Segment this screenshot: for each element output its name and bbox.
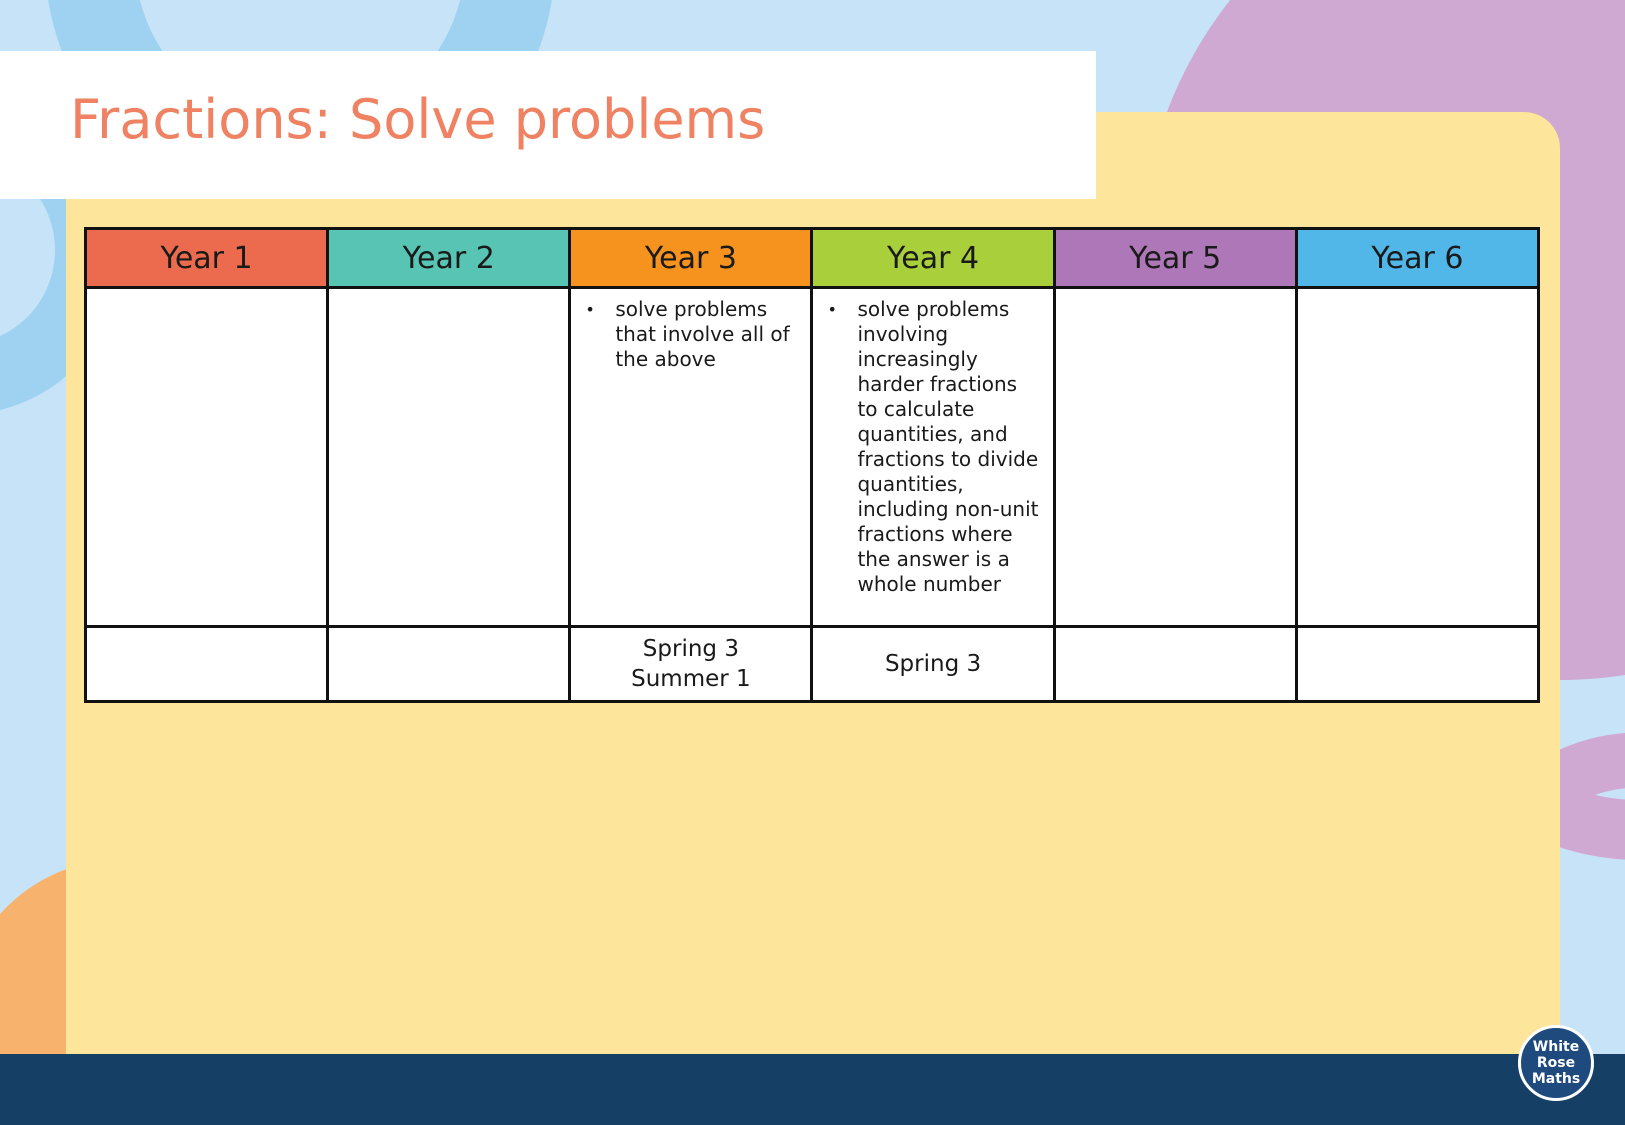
objectives-cell: [1054, 288, 1296, 627]
logo-text-maths: Maths: [1531, 1071, 1581, 1087]
page-title: Fractions: Solve problems: [70, 88, 766, 151]
term-label: Spring 3: [642, 636, 739, 662]
objectives-row: [86, 288, 1539, 627]
term-cell: [1054, 627, 1296, 702]
objectives-cell: [812, 288, 1054, 627]
terms-row: [86, 627, 1539, 702]
objectives-cell: [1296, 288, 1538, 627]
logo-text-white: White: [1532, 1039, 1580, 1055]
term-cell: [812, 627, 1054, 702]
year-header-1: Year 1: [86, 229, 328, 288]
objective-item: • solve problems that involve all of the above: [583, 297, 798, 372]
term-cell: [86, 627, 328, 702]
footer-bar: [0, 1054, 1625, 1125]
year-header-4: Year 4: [812, 229, 1054, 288]
objective-item: • solve problems involving increasingly harder fractions to calculate quantities, and fractions to divide quantities, including non-unit fractions where the answer is a whole number: [825, 297, 1040, 597]
term-label: Summer 1: [631, 666, 751, 692]
term-cell: [570, 627, 812, 702]
objectives-cell: [328, 288, 570, 627]
year-header-2: Year 2: [328, 229, 570, 288]
white-rose-maths-logo: [1518, 1025, 1594, 1101]
term-label: Spring 3: [884, 651, 982, 677]
curriculum-table: [84, 227, 1540, 703]
logo-text-rose: Rose: [1536, 1055, 1576, 1071]
objective-list: [825, 297, 1040, 597]
objective-list: [583, 297, 798, 372]
year-header-row: [86, 229, 1539, 288]
term-cell: [1296, 627, 1538, 702]
year-header-3: Year 3: [570, 229, 812, 288]
term-cell: [328, 627, 570, 702]
year-header-6: Year 6: [1296, 229, 1538, 288]
objectives-cell: [570, 288, 812, 627]
objectives-cell: [86, 288, 328, 627]
year-header-5: Year 5: [1054, 229, 1296, 288]
